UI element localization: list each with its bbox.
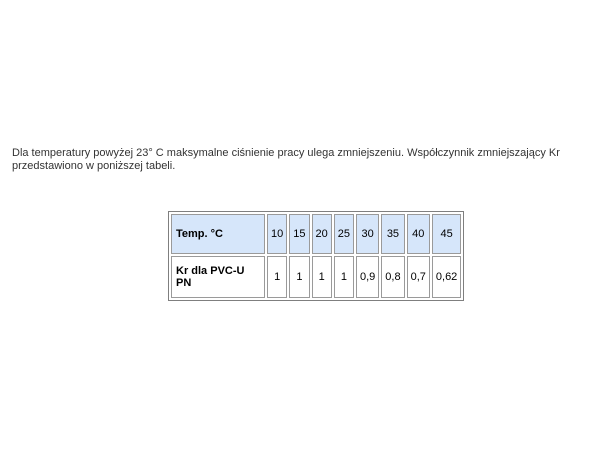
temperature-cell: 20 [312, 214, 332, 254]
temperature-cell: 30 [356, 214, 379, 254]
kr-value-cell: 0,9 [356, 256, 379, 298]
intro-line-1: Dla temperatury powyżej 23° C maksymalne ciśnienie pracy ulega zmniejszeniu. Współczynnik zmniejszający Kr [12, 147, 560, 159]
kr-value-cell: 1 [312, 256, 332, 298]
temperature-row [171, 214, 461, 254]
temperature-cell: 25 [334, 214, 354, 254]
kr-table [168, 211, 464, 301]
temperature-cell: 10 [267, 214, 287, 254]
temperature-cell: 40 [407, 214, 430, 254]
temperature-header-label: Temp. °C [171, 214, 265, 254]
kr-value-cell: 0,62 [432, 256, 461, 298]
kr-value-cell: 0,8 [381, 256, 404, 298]
kr-value-cell: 0,7 [407, 256, 430, 298]
temperature-cell: 45 [432, 214, 461, 254]
kr-table-container [168, 211, 464, 301]
kr-row-label: Kr dla PVC-U PN [171, 256, 265, 298]
kr-row [171, 256, 461, 298]
temperature-cell: 15 [289, 214, 309, 254]
temperature-cell: 35 [381, 214, 404, 254]
kr-value-cell: 1 [334, 256, 354, 298]
kr-value-cell: 1 [267, 256, 287, 298]
intro-paragraph [12, 147, 592, 173]
kr-value-cell: 1 [289, 256, 309, 298]
intro-line-2: przedstawiono w poniższej tabeli. [12, 160, 176, 172]
